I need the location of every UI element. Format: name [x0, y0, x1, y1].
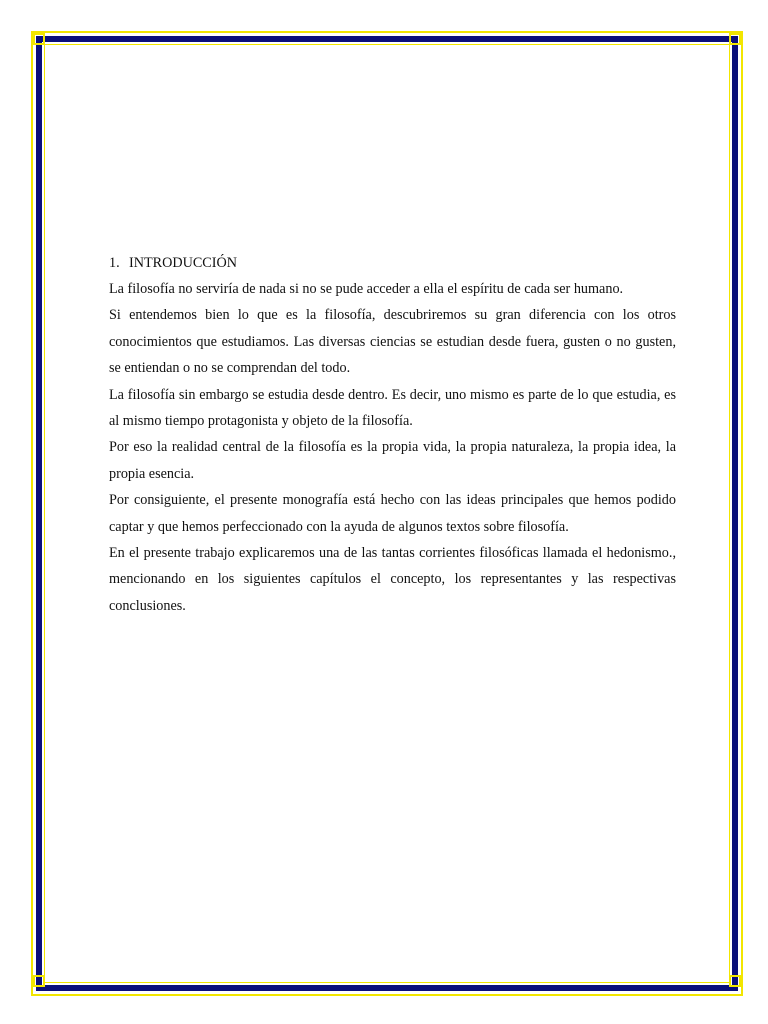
corner-ornament-bottom-left	[33, 975, 45, 987]
corner-ornament-top-left	[33, 33, 45, 45]
section-title: INTRODUCCIÓN	[129, 255, 237, 271]
section-number: 1.	[109, 255, 120, 271]
paragraph: Por eso la realidad central de la filosofía es la propia vida, la propia naturaleza, la propia idea, la propia esencia.	[109, 439, 676, 482]
paragraph: Si entendemos bien lo que es la filosofía, descubriremos su gran diferencia con los otros conocimientos que estudiamos. Las diversas ciencias se estudian desde fuera, gusten o no gusten, se entiendan o no se comprendan del todo.	[109, 307, 676, 377]
section-heading	[109, 250, 676, 276]
paragraph: En el presente trabajo explicaremos una de las tantas corrientes filosóficas llamada el hedonismo., mencionando en los siguientes capítulos el concepto, los representantes y las respectivas conclusiones.	[109, 545, 676, 614]
paragraph: Por consiguiente, el presente monografía está hecho con las ideas principales que hemos podido captar y que hemos perfeccionado con la ayuda de algunos textos sobre filosofía.	[109, 492, 676, 535]
paragraph: La filosofía no serviría de nada si no se pude acceder a ella el espíritu de cada ser humano.	[109, 281, 624, 297]
corner-ornament-bottom-right	[729, 975, 741, 987]
paragraph: La filosofía sin embargo se estudia desde dentro. Es decir, uno mismo es parte de lo que estudia, es al mismo tiempo protagonista y objeto de la filosofía.	[109, 386, 676, 430]
corner-ornament-top-right	[729, 33, 741, 45]
document-body	[109, 250, 676, 619]
